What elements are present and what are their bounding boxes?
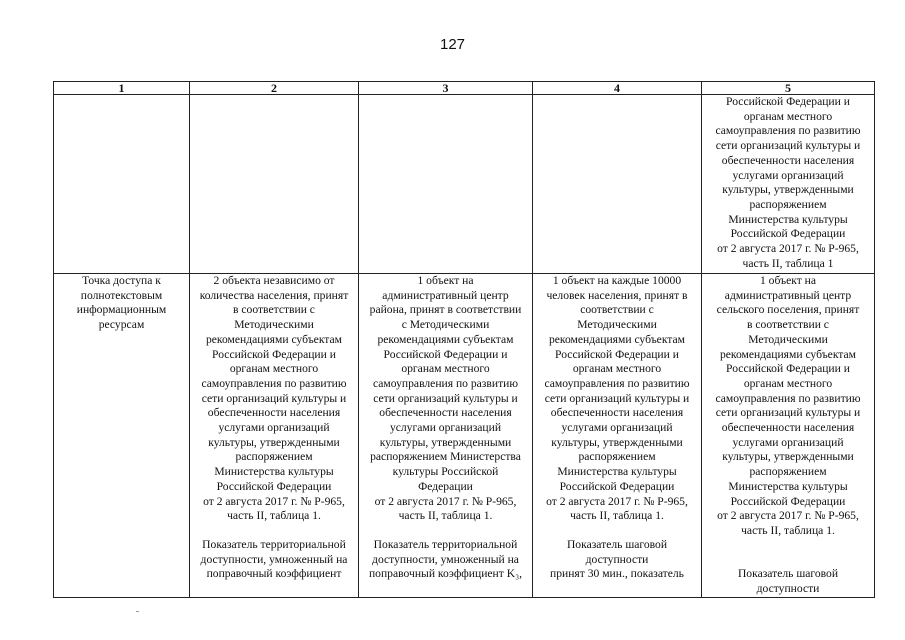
table-cell bbox=[533, 274, 702, 598]
table-cell bbox=[54, 274, 190, 598]
cell-note: Показатель шаговой доступности принят 30 мин., показатель bbox=[550, 537, 684, 581]
cell-text: 1 объект на каждые 10000 человек населения, принят в соответствии с Методическими рекомендациями субъектам Российской Федерации и органам местного самоуправления по развитию сети организаций культуры и обеспеченности населения услугами организаций культуры, утвержденными распоряжением Министерства культуры Российской Федерации от 2 августа 2017 г. № Р-965, часть II, таблица 1. bbox=[544, 274, 690, 523]
table-cell bbox=[359, 95, 533, 274]
table-cell bbox=[702, 95, 875, 274]
cell-text: 1 объект на административный центр сельского поселения, принят в соответствии с Методическими рекомендациями субъектам Российской Федерации и органам местного самоуправления по развитию сети организаций культуры и обеспеченности населения услугами организаций культуры, утвержденными распоряжением Министерства культуры Российской Федерации от 2 августа 2017 г. № Р-965, часть II, таблица 1. bbox=[715, 274, 861, 537]
page-number: 127 bbox=[439, 36, 466, 53]
header-cell-5: 5 bbox=[702, 82, 875, 95]
table-cell bbox=[54, 95, 190, 274]
cell-text: Российской Федерации и органам местного самоуправления по развитию сети организаций культуры и обеспеченности населения услугами организаций культуры, утвержденными распоряжением Министерства культуры Российской Федерации от 2 августа 2017 г. № Р-965, часть II, таблица 1 bbox=[715, 95, 861, 270]
table-row bbox=[54, 274, 875, 598]
table-header-row bbox=[54, 82, 875, 95]
cell-text: 1 объект на административный центр района, принят в соответствии с Методическими рекомендациями субъектам Российской Федерации и органам местного самоуправления по развитию сети организаций культуры и обеспеченности населения услугами организаций культуры, утвержденными распоряжением Министерства культуры Российской Федерации от 2 августа 2017 г. № Р-965, часть II, таблица 1. bbox=[369, 274, 522, 523]
cell-note: Показатель шаговой доступности bbox=[737, 567, 839, 596]
table-cell bbox=[533, 95, 702, 274]
table-row bbox=[54, 95, 875, 274]
scan-artifact bbox=[136, 611, 139, 612]
table-cell bbox=[190, 274, 359, 598]
resource-name: Точка доступа к полнотекстовым информационным ресурсам bbox=[76, 274, 167, 332]
table-cell bbox=[702, 274, 875, 598]
header-cell-1: 1 bbox=[54, 82, 190, 95]
header-cell-3: 3 bbox=[359, 82, 533, 95]
table-cell bbox=[190, 95, 359, 274]
header-cell-4: 4 bbox=[533, 82, 702, 95]
cell-note: Показатель территориальной доступности, умноженный на поправочный коэффициент bbox=[200, 537, 348, 581]
header-cell-2: 2 bbox=[190, 82, 359, 95]
cell-text: 2 объекта независимо от количества населения, принят в соответствии с Методическими рекомендациями субъектам Российской Федерации и органам местного самоуправления по развитию сети организаций культуры и обеспеченности населения услугами организаций культуры, утвержденными распоряжением Министерства культуры Российской Федерации от 2 августа 2017 г. № Р-965, часть II, таблица 1. bbox=[199, 274, 349, 523]
document-table bbox=[53, 81, 875, 598]
cell-note: Показатель территориальной доступности, умноженный на поправочный коэффициент K₃, bbox=[368, 537, 523, 581]
table-cell bbox=[359, 274, 533, 598]
